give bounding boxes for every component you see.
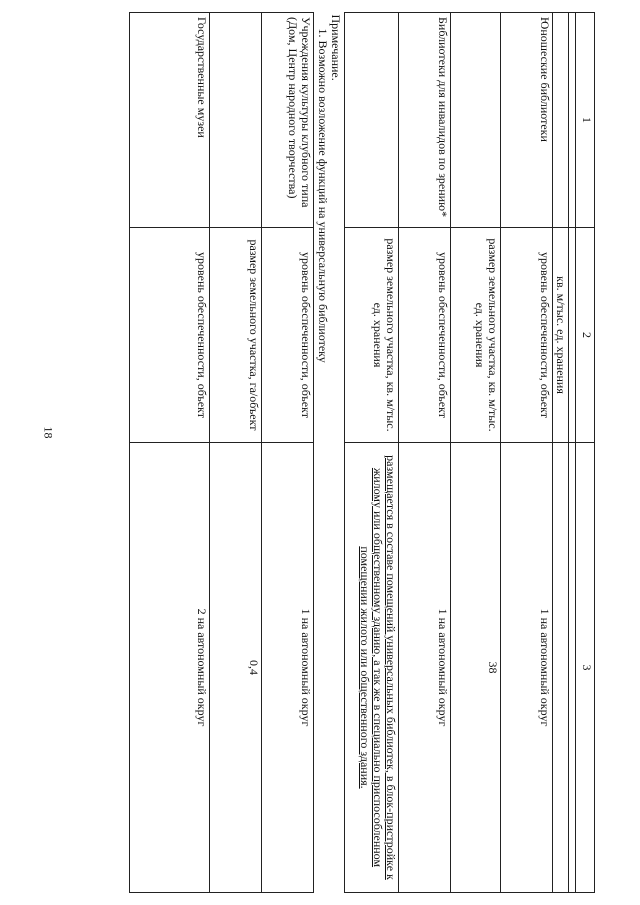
table-row bbox=[262, 13, 314, 893]
cell-value: 2 на автономный округ bbox=[130, 443, 210, 893]
cell-facility: Юношеские библиотеки bbox=[501, 13, 553, 228]
cell-facility bbox=[451, 13, 501, 228]
note-title: Примечание. bbox=[329, 14, 343, 81]
spacer-row bbox=[569, 13, 576, 893]
note-row bbox=[314, 13, 345, 893]
cell-facility: Учреждения культуры клубного типа (Дом, Центр народного творчества) bbox=[262, 13, 314, 228]
rotated-page-content bbox=[75, 12, 595, 892]
cell-indicator: уровень обеспеченности, объект bbox=[130, 228, 210, 443]
cell-indicator: уровень обеспеченности, объект bbox=[262, 228, 314, 443]
cell-facility: Библиотеки для инвалидов по зрению* bbox=[399, 13, 451, 228]
cell-value: 1 на автономный округ bbox=[262, 443, 314, 893]
cell-value: 0,4 bbox=[210, 443, 262, 893]
cell-value: 38 bbox=[451, 443, 501, 893]
cell-value bbox=[553, 443, 569, 893]
cell-indicator: уровень обеспеченности, объект bbox=[501, 228, 553, 443]
cell-indicator: размер земельного участка, кв. м/тыс. ед. хранения bbox=[451, 228, 501, 443]
table-row bbox=[345, 13, 399, 893]
page-number: 18 bbox=[41, 426, 56, 439]
cell-indicator: размер земельного участка, га/объект bbox=[210, 228, 262, 443]
note-text: 1. Возможно возложение функций на универсальную библиотеку bbox=[316, 28, 330, 363]
table-row bbox=[501, 13, 553, 893]
cell-facility bbox=[210, 13, 262, 228]
table-row bbox=[553, 13, 569, 893]
cell-indicator: уровень обеспеченности, объект bbox=[399, 228, 451, 443]
cell-value: 1 на автономный округ bbox=[501, 443, 553, 893]
table-row bbox=[210, 13, 262, 893]
table-row bbox=[399, 13, 451, 893]
header-col-3: 3 bbox=[576, 443, 595, 893]
header-col-2: 2 bbox=[576, 228, 595, 443]
cell-facility bbox=[553, 13, 569, 228]
table-row bbox=[130, 13, 210, 893]
header-col-1: 1 bbox=[576, 13, 595, 228]
cell-indicator: размер земельного участка, кв. м/тыс. ед. хранения bbox=[345, 228, 399, 443]
cell-value: размещается в составе помещений универсальных библиотек, в блок-пристройке к жилому или общественному зданию, а так же в специально приспособленном помещении жилого или общественного здания. bbox=[345, 443, 399, 893]
table-row bbox=[451, 13, 501, 893]
cell-facility bbox=[345, 13, 399, 228]
cell-value: 1 на автономный округ bbox=[399, 443, 451, 893]
cell-indicator: кв. м/тыс. ед. хранения bbox=[553, 228, 569, 443]
header-row bbox=[576, 13, 595, 893]
norms-table bbox=[129, 12, 595, 893]
cell-facility: Государственные музеи bbox=[130, 13, 210, 228]
